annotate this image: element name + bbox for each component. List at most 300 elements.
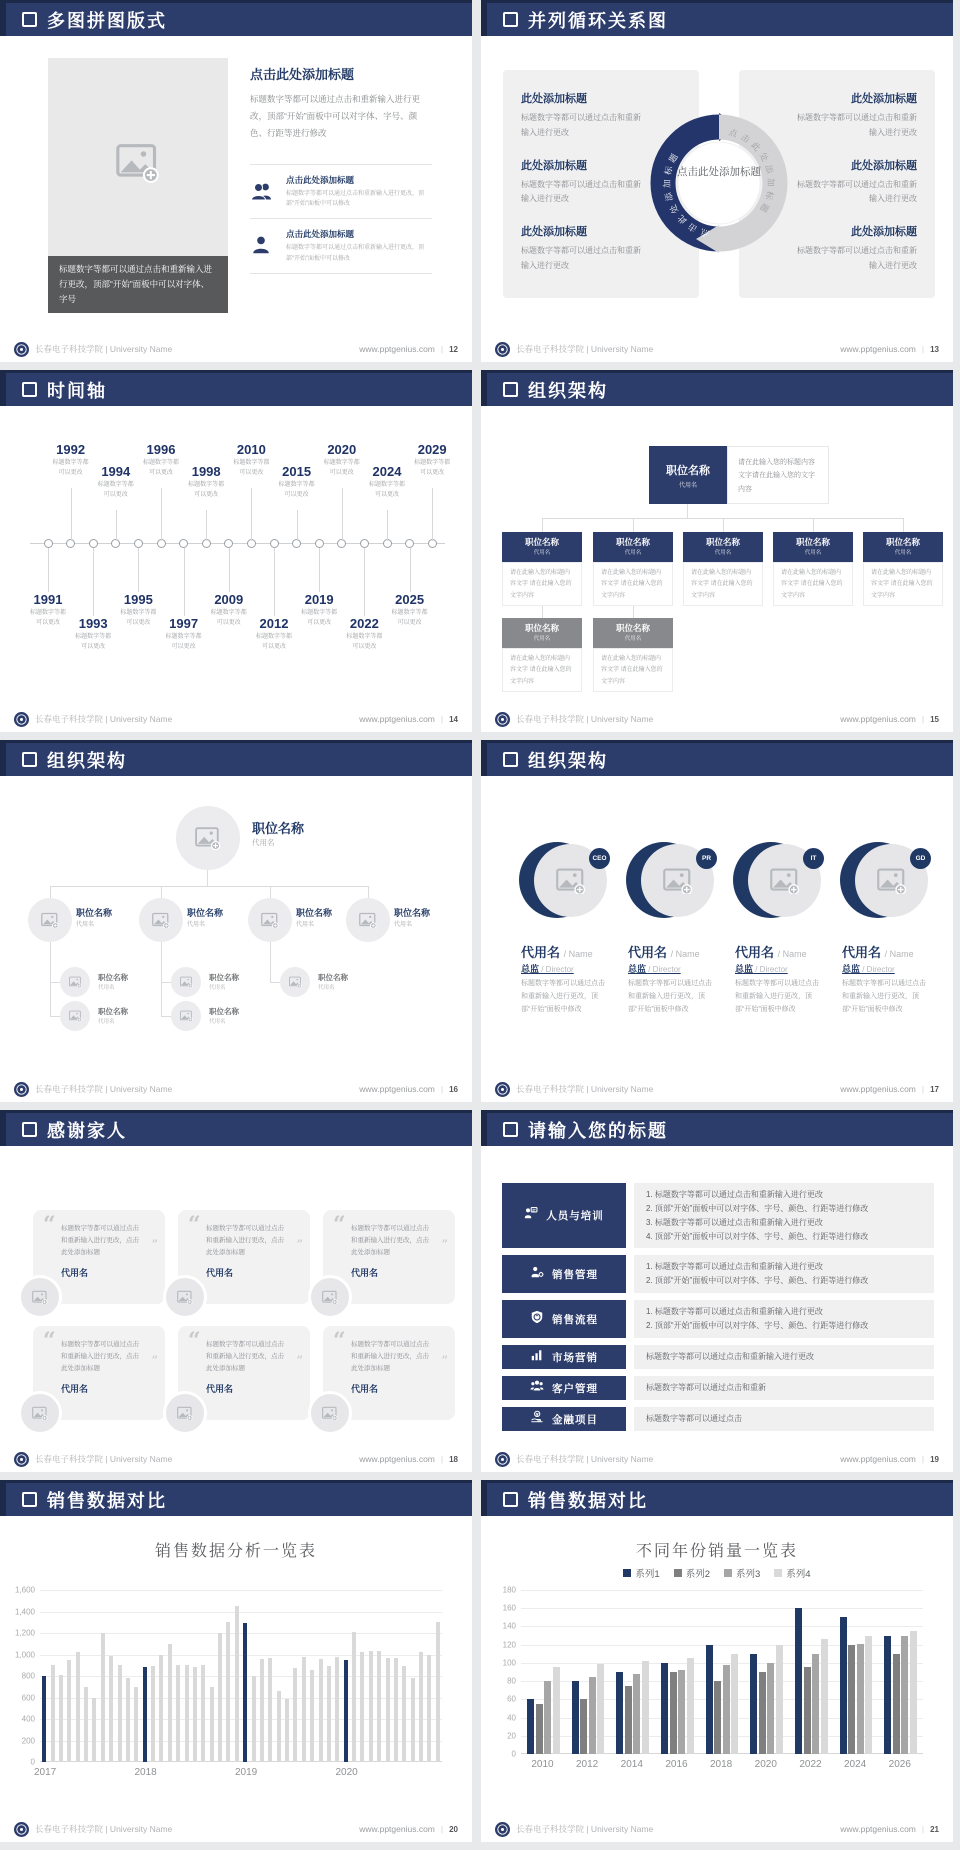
member-name: 代用名 / Name: [521, 945, 593, 960]
website-url: www.pptgenius.com: [359, 344, 435, 354]
image-placeholder-icon: [289, 976, 302, 988]
org-sub-label: 职位名称 代用名: [98, 1007, 128, 1025]
agenda-line: 3. 标题数字等都可以通过点击和重新输入进行更改: [646, 1217, 823, 1227]
slide-footer: 长春电子科技学院 | University Name www.pptgenius.com | 12: [0, 336, 472, 362]
role-badge: PR: [696, 848, 717, 869]
role-badge: IT: [803, 848, 824, 869]
university-name: 长春电子科技学院 | University Name: [35, 1454, 173, 1464]
agenda-line: 2. 顶部“开始”面板中可以对字体、字号、颜色、行距等进行修改: [646, 1321, 869, 1330]
page-number: 21: [930, 1824, 939, 1834]
org-mid-label: 职位名称 代用名: [394, 908, 431, 928]
item-text: 标题数字等都可以通过点击和重新输入进行更改，顶部“开始”面板中可以修改: [286, 245, 425, 262]
org-mid-circle: [139, 898, 183, 942]
org-gray-box: [593, 618, 673, 648]
member-role: 总监 / Director: [628, 964, 681, 974]
testimonial-card: [323, 1326, 455, 1420]
y-axis-label: 1,200: [14, 1628, 35, 1638]
gridline: [40, 1612, 442, 1613]
image-placeholder-icon: [322, 1290, 338, 1305]
timeline-desc: 标题数字等都 可以更改: [414, 460, 451, 476]
section-body: 标题数字等都可以通过点击和重新输入进行更改，顶部“开始”面板中可以对字体、字号、颜色、行距等进行修改: [250, 94, 421, 138]
legend-label: 系列3: [736, 1569, 761, 1580]
slide-title-bar: [481, 1110, 953, 1146]
testimonial-card: [33, 1210, 165, 1304]
quote-close-icon: ”: [441, 1238, 448, 1253]
x-axis-label: 2020: [335, 1767, 358, 1778]
bar: [67, 1660, 71, 1762]
quote-open-icon: “: [188, 1328, 201, 1354]
bar: [377, 1651, 381, 1762]
agenda-row: [502, 1183, 934, 1248]
image-placeholder-icon: [770, 867, 800, 895]
org-sub-circle: [280, 967, 310, 997]
timeline-desc: 标题数字等都 可以更改: [323, 460, 360, 476]
item-text: 标题数字等都可以通过点击和重新输入进行更改: [521, 246, 641, 270]
item-heading: 此处添加标题: [851, 93, 917, 105]
org-node-sub: 代用名: [714, 550, 732, 556]
agenda-line: 2. 顶部“开始”面板中可以对字体、字号、颜色、行距等进行修改: [646, 1203, 869, 1213]
timeline-year: 2024: [372, 464, 402, 479]
timeline-desc: 标题数字等都 可以更改: [97, 482, 134, 498]
timeline-connector: [364, 548, 365, 616]
timeline-connector: [184, 548, 185, 616]
testimonial-name: 代用名: [351, 1268, 379, 1278]
university-logo-icon: [495, 1452, 510, 1467]
y-axis-label: 400: [21, 1714, 35, 1724]
x-axis-label: 2022: [799, 1759, 822, 1770]
bar: [176, 1665, 180, 1762]
university-logo-icon: [495, 1822, 510, 1837]
bar: [42, 1676, 46, 1762]
legend-item: [674, 1566, 710, 1580]
website-url: www.pptgenius.com: [840, 1454, 916, 1464]
website-url: www.pptgenius.com: [840, 1824, 916, 1834]
slide-title-bar: [0, 370, 472, 406]
bar: [327, 1666, 331, 1762]
image-placeholder-icon: [116, 142, 160, 182]
bar: [642, 1661, 649, 1754]
timeline-desc: 标题数字等都 可以更改: [346, 634, 383, 650]
university-logo-icon: [14, 1082, 29, 1097]
bar: [580, 1699, 587, 1754]
agenda-line: 标题数字等都可以通过点击: [646, 1414, 742, 1423]
bar: [252, 1676, 256, 1762]
sales-mgmt-icon: [530, 1265, 544, 1279]
svg-text:点击此处添加标题: 点击此处添加标题: [727, 126, 777, 218]
timeline-year: 2010: [236, 442, 266, 457]
agenda-pane: [634, 1300, 934, 1338]
agenda-row: [502, 1300, 934, 1338]
x-axis-label: 2026: [888, 1759, 911, 1770]
bar: [118, 1665, 122, 1762]
bar: [310, 1670, 314, 1762]
slide-footer: 长春电子科技学院 | University Name www.pptgenius.com | 17: [481, 1076, 953, 1102]
bar: [536, 1704, 543, 1754]
bar: [143, 1667, 147, 1762]
square-bullet-icon: [22, 752, 37, 767]
y-axis-label: 1,600: [14, 1585, 35, 1595]
x-axis-label: 2018: [710, 1759, 733, 1770]
bar: [302, 1657, 306, 1762]
item-heading: 此处添加标题: [851, 159, 917, 172]
item-heading: 点击此处添加标题: [286, 175, 355, 185]
org-node-sub: 代用名: [804, 550, 822, 556]
timeline-desc: 标题数字等都 可以更改: [210, 610, 247, 626]
org-node-title: 职位名称: [705, 537, 740, 547]
y-axis-label: 160: [502, 1603, 516, 1613]
page-number: 15: [930, 714, 939, 724]
bar: [151, 1666, 155, 1762]
timeline-connector: [342, 488, 343, 541]
timeline-desc: 标题数字等都 可以更改: [52, 460, 89, 476]
member-name: 代用名 / Name: [735, 945, 807, 960]
timeline-year: 1996: [146, 442, 176, 457]
users-icon: [250, 180, 274, 204]
agenda-button: [502, 1376, 626, 1400]
member-role: 总监 / Director: [521, 964, 574, 974]
quote-open-icon: “: [333, 1212, 346, 1238]
slide-footer: 长春电子科技学院 | University Name www.pptgenius.com | 16: [0, 1076, 472, 1102]
quote-open-icon: “: [43, 1212, 56, 1238]
bar: [193, 1667, 197, 1762]
image-caption: 标题数字等都可以通过点击和重新输入进行更改，顶部“开始”面板中可以对字体、字号: [48, 256, 228, 313]
gridline: [40, 1590, 442, 1591]
timeline-connector: [71, 488, 72, 541]
item-text: 标题数字等都可以通过点击和重新输入进行更改，顶部“开始”面板中可以修改: [286, 191, 425, 208]
timeline-desc: 标题数字等都 可以更改: [142, 460, 179, 476]
feature-list: [250, 164, 432, 274]
x-axis-label: 2010: [531, 1759, 554, 1770]
slide-timeline: [0, 370, 472, 732]
slide-title: 组织架构: [528, 750, 608, 771]
testimonial-text: 标题数字等都可以通过点击和重新输入进行更改，点击此处添加标题: [206, 1341, 284, 1373]
timeline-dot: [360, 539, 369, 548]
university-name: 长春电子科技学院 | University Name: [35, 1824, 173, 1834]
x-axis-label: 2016: [665, 1759, 688, 1770]
avatar: [840, 840, 932, 922]
svg-text:点击此处添加标题: 点击此处添加标题: [661, 148, 711, 240]
bar: [840, 1617, 847, 1754]
slide-footer: 长春电子科技学院 | University Name www.pptgenius.com | 21: [481, 1816, 953, 1842]
agenda-button: [502, 1300, 626, 1338]
image-placeholder-icon: [69, 1010, 82, 1022]
agenda-list: [502, 1183, 934, 1438]
quote-open-icon: “: [333, 1328, 346, 1354]
bar: [335, 1657, 339, 1762]
slide-title: 时间轴: [47, 380, 107, 401]
square-bullet-icon: [22, 12, 37, 27]
x-axis-label: 2014: [620, 1759, 643, 1770]
agenda-line: 4. 顶部“开始”面板中可以对字体、字号、颜色、行距等进行修改: [646, 1231, 869, 1241]
agenda-row: [502, 1345, 934, 1369]
bar: [101, 1633, 105, 1762]
bar: [625, 1686, 632, 1754]
timeline-connector: [319, 548, 320, 592]
x-axis-label: 2018: [134, 1767, 157, 1778]
slide-footer: 长春电子科技学院 | University Name www.pptgenius.com | 14: [0, 706, 472, 732]
member-role: 总监 / Director: [735, 964, 788, 974]
org-child-note: 请在此输入您的标题内容文字 请在此输入您的文字内容: [773, 562, 853, 606]
agenda-button-label: 销售流程: [552, 1313, 598, 1326]
slide-title: 销售数据对比: [47, 1490, 167, 1511]
timeline-connector: [229, 548, 230, 592]
slide-title-bar: [0, 0, 472, 36]
member-desc: 标题数字等都可以通过点击和重新输入进行更改，顶部“开始”面板中修改: [628, 980, 712, 1013]
page-number: 20: [449, 1824, 458, 1834]
y-axis-label: 0: [511, 1749, 516, 1759]
bar: [589, 1677, 596, 1754]
slide-title: 多图拼图版式: [47, 10, 167, 31]
testimonial-name: 代用名: [206, 1268, 234, 1278]
avatar: [308, 1391, 352, 1435]
page-number: 12: [449, 344, 458, 354]
agenda-line: 标题数字等都可以通过点击和重新: [646, 1383, 766, 1392]
x-axis-label: 2017: [34, 1767, 57, 1778]
bar: [723, 1665, 730, 1754]
timeline-connector: [93, 548, 94, 616]
gridline: [521, 1590, 923, 1591]
bar: [731, 1654, 738, 1754]
bar: [795, 1608, 802, 1754]
website-url: www.pptgenius.com: [359, 1454, 435, 1464]
item-text: 标题数字等都可以通过点击和重新输入进行更改: [797, 113, 917, 137]
bar: [884, 1636, 891, 1754]
x-axis-label: 2012: [576, 1759, 599, 1770]
org-node-sub: 代用名: [624, 636, 642, 642]
org-sub-circle: [60, 967, 90, 997]
timeline-year: 1998: [191, 464, 221, 479]
testimonial-name: 代用名: [61, 1268, 89, 1278]
agenda-pane: [634, 1183, 934, 1248]
avatar: [733, 840, 825, 922]
bar: [159, 1655, 163, 1763]
legend-swatch: [674, 1569, 682, 1577]
item-heading: 此处添加标题: [521, 226, 587, 239]
timeline-dot: [44, 539, 53, 548]
university-name: 长春电子科技学院 | University Name: [35, 344, 173, 354]
slide-title: 组织架构: [528, 380, 608, 401]
agenda-button: [502, 1183, 626, 1248]
timeline-desc: 标题数字等都 可以更改: [391, 610, 428, 626]
list-item: [250, 165, 432, 219]
timeline-desc: 标题数字等都 可以更改: [188, 482, 225, 498]
timeline-year: 2012: [259, 616, 289, 631]
y-axis-label: 800: [21, 1671, 35, 1681]
chart-plot-area: [502, 1585, 923, 1770]
avatar: [18, 1391, 62, 1435]
bar: [109, 1656, 113, 1762]
timeline-desc: 标题数字等都 可以更改: [255, 634, 292, 650]
bar: [767, 1663, 774, 1754]
timeline-dot: [134, 539, 143, 548]
bar: [344, 1660, 348, 1762]
sales-process-icon: [530, 1310, 544, 1324]
cycle-center-label: 点击此处添加标题: [677, 166, 761, 178]
agenda-line: 2. 顶部“开始”面板中可以对字体、字号、颜色、行距等进行修改: [646, 1276, 869, 1285]
member-desc: 标题数字等都可以通过点击和重新输入进行更改，顶部“开始”面板中修改: [735, 980, 819, 1013]
square-bullet-icon: [503, 382, 518, 397]
quote-open-icon: “: [188, 1212, 201, 1238]
slide-team-intro: [481, 740, 953, 1102]
gridline: [521, 1608, 923, 1609]
timeline-connector: [206, 510, 207, 541]
org-node-title: 职位名称: [666, 465, 710, 477]
team-member: [840, 776, 932, 1076]
bar: [369, 1651, 373, 1762]
university-logo-icon: [495, 1082, 510, 1097]
item-text: 标题数字等都可以通过点击和重新输入进行更改: [521, 113, 641, 137]
legend-swatch: [724, 1569, 732, 1577]
item-heading: 此处添加标题: [851, 226, 917, 239]
chart-plot-area: [14, 1585, 442, 1778]
legend-swatch: [774, 1569, 782, 1577]
timeline-year: 2029: [417, 442, 447, 457]
timeline-desc: 标题数字等都 可以更改: [278, 482, 315, 498]
avatar: [626, 840, 718, 922]
bar: [285, 1699, 289, 1762]
slide-title-bar: [481, 1480, 953, 1516]
image-placeholder-icon: [32, 1290, 48, 1305]
agenda-pane: [634, 1255, 934, 1293]
quote-open-icon: “: [43, 1328, 56, 1354]
org-child-box: [502, 532, 582, 562]
bar: [411, 1678, 415, 1762]
testimonial-card: [178, 1210, 310, 1304]
website-url: www.pptgenius.com: [359, 1084, 435, 1094]
org-mid-circle: [248, 898, 292, 942]
agenda-button: [502, 1255, 626, 1293]
university-name: 长春电子科技学院 | University Name: [516, 714, 654, 724]
university-name: 长春电子科技学院 | University Name: [516, 1824, 654, 1834]
timeline-year: 1991: [33, 592, 63, 607]
cycle-arrows-diagram: [634, 98, 804, 268]
timeline-connector: [297, 510, 298, 541]
university-name: 长春电子科技学院 | University Name: [516, 344, 654, 354]
bar: [759, 1672, 766, 1754]
image-placeholder-icon: [32, 1406, 48, 1421]
item-text: 标题数字等都可以通过点击和重新输入进行更改: [797, 246, 917, 270]
agenda-button-label: 金融项目: [552, 1413, 598, 1426]
bar: [243, 1623, 247, 1762]
bar: [597, 1664, 604, 1754]
y-axis-label: 1,000: [14, 1650, 35, 1659]
slide-title-bar: [0, 740, 472, 776]
org-child-box: [593, 532, 673, 562]
timeline-dot: [179, 539, 188, 548]
university-logo-icon: [14, 1452, 29, 1467]
org-gray-note: 请在此输入您的标题内容文字 请在此输入您的文字内容: [502, 648, 582, 692]
page-number: 17: [930, 1084, 939, 1094]
agenda-pane: [634, 1376, 934, 1400]
bar: [386, 1658, 390, 1762]
agenda-row: [502, 1407, 934, 1431]
bar: [848, 1645, 855, 1754]
y-axis-label: 600: [21, 1693, 35, 1702]
chart-title: 不同年份销量一览表: [635, 1543, 798, 1560]
org-node-title: 职位名称: [795, 537, 830, 547]
y-axis-label: 120: [502, 1640, 516, 1650]
website-url: www.pptgenius.com: [840, 1084, 916, 1094]
image-placeholder-icon: [261, 912, 279, 929]
bar: [527, 1699, 534, 1754]
image-icon-wrap: [48, 58, 228, 267]
university-name: 长春电子科技学院 | University Name: [516, 1454, 654, 1464]
testimonial-text: 标题数字等都可以通过点击和重新输入进行更改，点击此处添加标题: [61, 1341, 139, 1373]
website-url: www.pptgenius.com: [840, 714, 916, 724]
timeline-event: [377, 592, 443, 628]
training-icon: [524, 1206, 538, 1220]
website-url: www.pptgenius.com: [840, 344, 916, 354]
square-bullet-icon: [503, 1122, 518, 1137]
bar: [910, 1631, 917, 1754]
university-logo-icon: [495, 342, 510, 357]
y-axis-label: 180: [502, 1585, 516, 1595]
role-badge: CEO: [589, 848, 610, 869]
university-name: 长春电子科技学院 | University Name: [35, 1084, 173, 1094]
slide-org-chart-boxes: [481, 370, 953, 732]
org-mid-circle: [28, 898, 72, 942]
agenda-button-label: 销售管理: [552, 1268, 598, 1281]
gridline: [521, 1626, 923, 1627]
member-role: 总监 / Director: [842, 964, 895, 974]
avatar: [308, 1275, 352, 1319]
org-sub-label: 职位名称 代用名: [209, 973, 239, 991]
square-bullet-icon: [22, 1122, 37, 1137]
org-child-note: 请在此输入您的标题内容文字 请在此输入您的文字内容: [593, 562, 673, 606]
y-axis-label: 20: [507, 1731, 516, 1741]
org-root-box: [649, 446, 727, 504]
bar: [210, 1687, 214, 1762]
org-gray-box: [502, 618, 582, 648]
timeline-connector: [274, 548, 275, 616]
slide-agenda-list: [481, 1110, 953, 1472]
quote-close-icon: ”: [151, 1354, 158, 1369]
legend-item: [724, 1566, 760, 1580]
quote-close-icon: ”: [296, 1238, 303, 1253]
bar: [394, 1658, 398, 1762]
bar: [92, 1698, 96, 1763]
timeline-year: 1992: [56, 442, 86, 457]
org-child-note: 请在此输入您的标题内容文字 请在此输入您的文字内容: [683, 562, 763, 606]
image-placeholder-icon: [177, 1406, 193, 1421]
slide-footer: 长春电子科技学院 | University Name www.pptgenius.com | 18: [0, 1446, 472, 1472]
legend-label: 系列2: [685, 1569, 710, 1580]
timeline-year: 2009: [214, 592, 244, 607]
page-number: 14: [449, 714, 458, 724]
square-bullet-icon: [503, 1492, 518, 1507]
avatar: [18, 1275, 62, 1319]
agenda-row: [502, 1376, 934, 1400]
org-mid-label: 职位名称 代用名: [296, 908, 333, 928]
org-sub-label: 职位名称 代用名: [209, 1007, 239, 1025]
bar: [901, 1636, 908, 1754]
avatar: [519, 840, 611, 922]
timeline-connector: [432, 488, 433, 541]
agenda-row: [502, 1255, 934, 1293]
page-number: 18: [449, 1454, 458, 1464]
bar: [776, 1645, 783, 1754]
marketing-icon: [530, 1348, 544, 1362]
timeline-desc: 标题数字等都 可以更改: [120, 610, 157, 626]
chart-title: 销售数据分析一览表: [154, 1543, 317, 1560]
org-sub-circle: [171, 1001, 201, 1031]
list-item: [250, 219, 432, 273]
agenda-button-label: 人员与培训: [546, 1210, 604, 1222]
timeline-desc: 标题数字等都 可以更改: [75, 634, 112, 650]
image-placeholder-icon: [180, 976, 193, 988]
slide-title-bar: [481, 370, 953, 406]
image-placeholder-icon: [180, 1010, 193, 1022]
